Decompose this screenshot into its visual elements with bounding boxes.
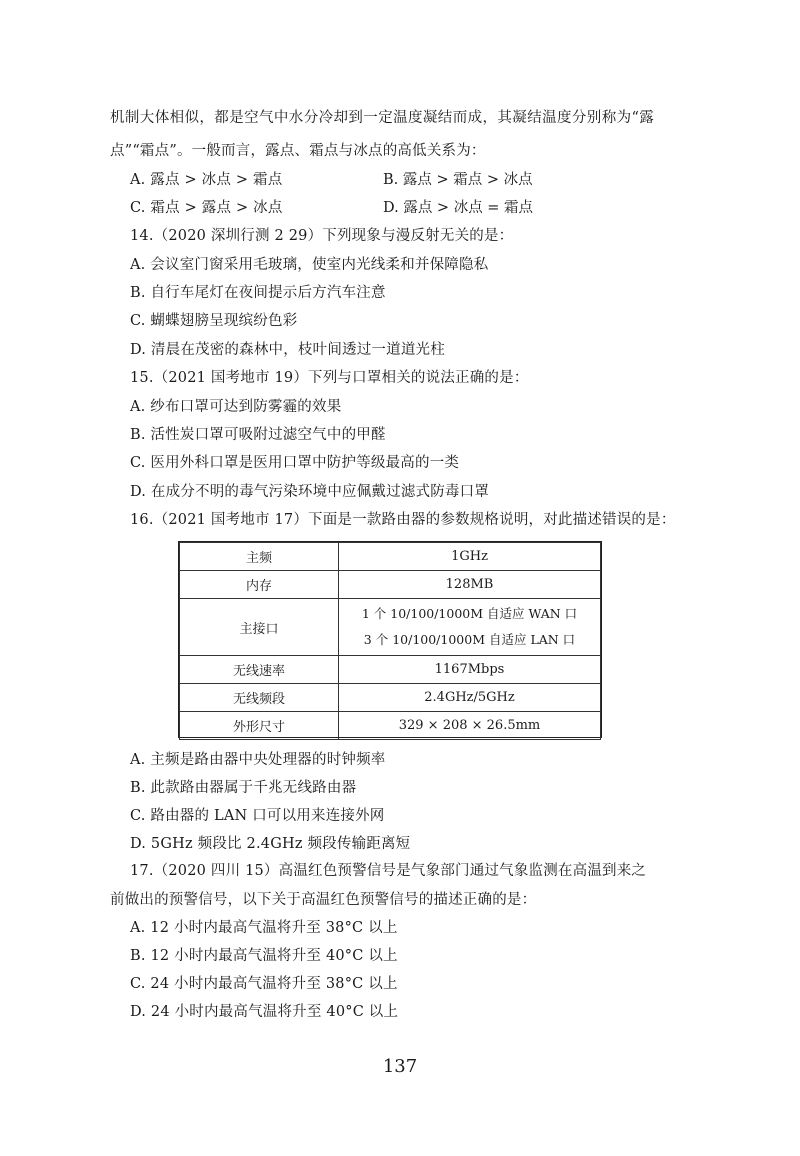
q14-option-c: C. 蝴蝶翅膀呈现缤纷色彩 <box>130 313 298 329</box>
q14-option-b: B. 自行车尾灯在夜间提示后方汽车注意 <box>130 285 386 301</box>
q13-option-c: C. 霜点 > 露点 > 冰点 <box>130 200 283 216</box>
q16-option-c: C. 路由器的 LAN 口可以用来连接外网 <box>130 808 385 824</box>
spec-value-wan: 1 个 10/100/1000M 自适应 WAN 口 <box>361 606 578 621</box>
q14-option-a: A. 会议室门窗采用毛玻璃，使室内光线柔和并保障隐私 <box>130 257 489 273</box>
q15-option-c: C. 医用外科口罩是医用口罩中防护等级最高的一类 <box>130 455 460 471</box>
spec-value-ports <box>339 599 601 656</box>
spec-key-bands: 无线频段 <box>180 684 339 712</box>
q16-option-a: A. 主频是路由器中央处理器的时钟频率 <box>130 752 386 768</box>
q15-option-a: A. 纱布口罩可达到防雾霾的效果 <box>130 399 342 415</box>
intro-line-1: 机制大体相似，都是空气中水分冷却到一定温度凝结而成，其凝结温度分别称为“露 <box>110 110 655 126</box>
spec-value-cpu: 1GHz <box>339 543 601 571</box>
q15-option-d: D. 在成分不明的毒气污染环境中应佩戴过滤式防毒口罩 <box>130 484 490 500</box>
spec-key-memory: 内存 <box>180 571 339 599</box>
q13-option-b: B. 露点 > 霜点 > 冰点 <box>383 172 533 188</box>
page-number: 137 <box>382 1056 418 1077</box>
q14-stem: 14.（2020 深圳行测 2 29）下列现象与漫反射无关的是： <box>130 228 514 244</box>
q16-option-b: B. 此款路由器属于千兆无线路由器 <box>130 780 357 796</box>
q14-option-d: D. 清晨在茂密的森林中，枝叶间透过一道道光柱 <box>130 342 445 358</box>
q13-option-d: D. 露点 > 冰点 = 霜点 <box>383 200 534 216</box>
spec-value-dimensions: 329 × 208 × 26.5mm <box>339 712 601 740</box>
q15-stem: 15.（2021 国考地市 19）下列与口罩相关的说法正确的是： <box>130 370 529 386</box>
intro-line-2: 点”“霜点”。一般而言，露点、霜点与冰点的高低关系为： <box>110 143 486 159</box>
spec-value-wireless-rate: 1167Mbps <box>339 656 601 684</box>
q17-option-b: B. 12 小时内最高气温将升至 40°C 以上 <box>130 948 398 964</box>
spec-key-wireless-rate: 无线速率 <box>180 656 339 684</box>
spec-value-bands: 2.4GHz/5GHz <box>339 684 601 712</box>
router-spec-table <box>178 541 602 738</box>
spec-key-ports: 主接口 <box>180 599 339 656</box>
spec-key-cpu: 主频 <box>180 543 339 571</box>
q17-stem-line-1: 17.（2020 四川 15）高温红色预警信号是气象部门通过气象监测在高温到来之 <box>130 863 647 879</box>
spec-value-lan: 3 个 10/100/1000M 自适应 LAN 口 <box>363 632 576 647</box>
q16-option-d: D. 5GHz 频段比 2.4GHz 频段传输距离短 <box>130 836 411 852</box>
spec-value-memory: 128MB <box>339 571 601 599</box>
q16-stem: 16.（2021 国考地市 17）下面是一款路由器的参数规格说明，对此描述错误的是： <box>130 512 676 528</box>
spec-key-dimensions: 外形尺寸 <box>180 712 339 740</box>
q15-option-b: B. 活性炭口罩可吸附过滤空气中的甲醛 <box>130 427 386 443</box>
q17-stem-line-2: 前做出的预警信号，以下关于高温红色预警信号的描述正确的是： <box>110 892 537 908</box>
q17-option-c: C. 24 小时内最高气温将升至 38°C 以上 <box>130 976 398 992</box>
q17-option-a: A. 12 小时内最高气温将升至 38°C 以上 <box>130 920 398 936</box>
q17-option-d: D. 24 小时内最高气温将升至 40°C 以上 <box>130 1004 399 1020</box>
q13-option-a: A. 露点 > 冰点 > 霜点 <box>130 172 283 188</box>
